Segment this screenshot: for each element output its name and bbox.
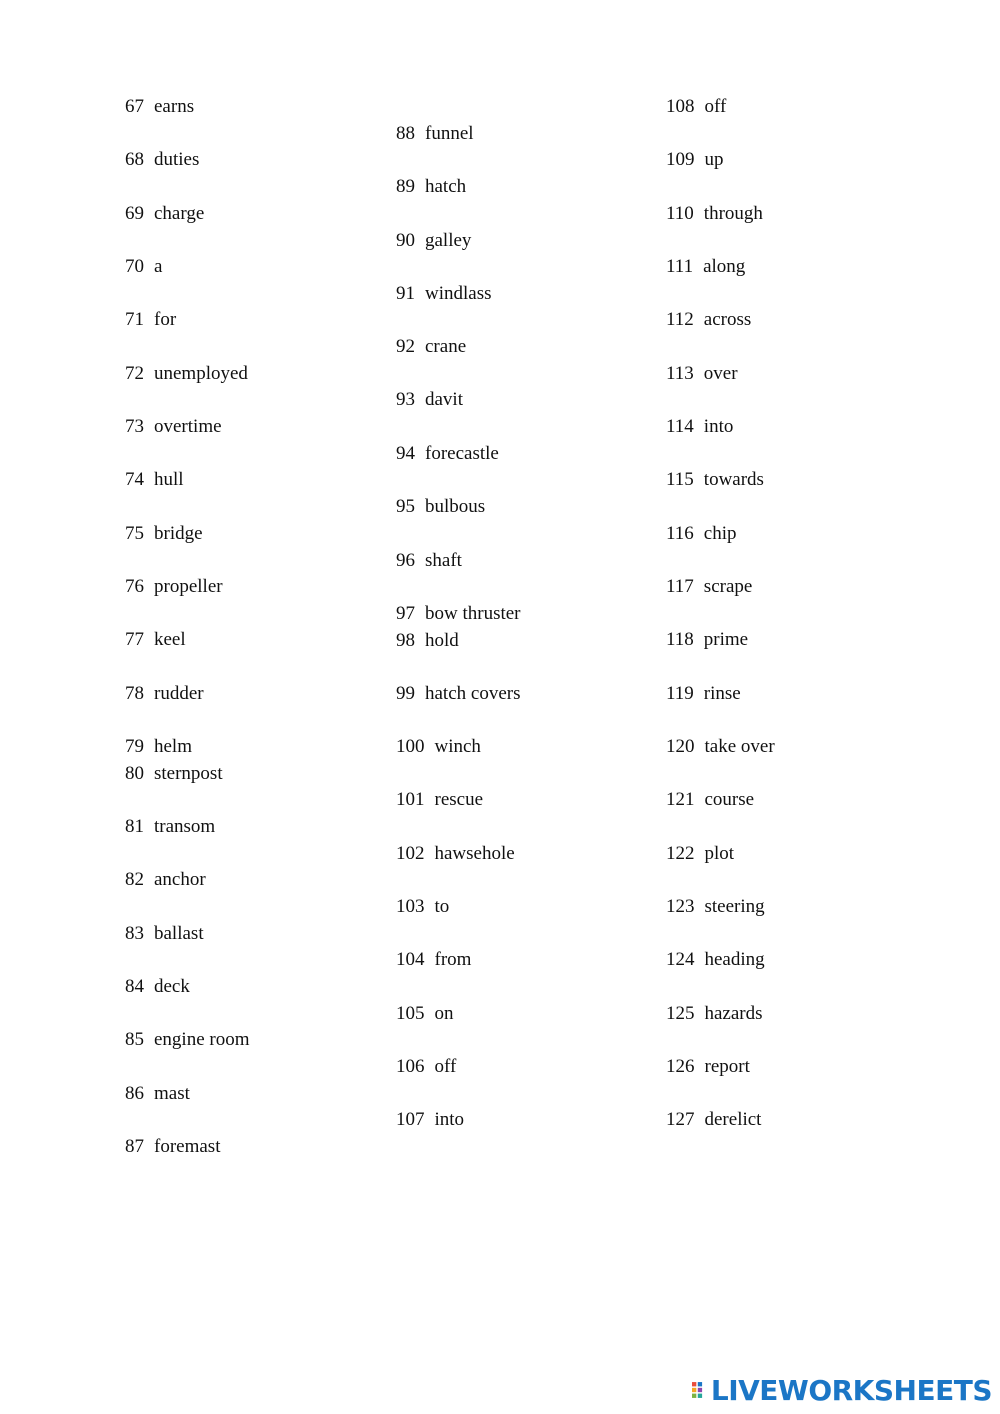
item-answer: forecastle [425,443,499,464]
item-number: 110 [666,203,694,224]
item-number: 118 [666,629,694,650]
item-number: 113 [666,363,694,384]
item-number: 67 [125,96,144,117]
item-answer: steering [704,896,765,917]
item-number: 92 [396,336,415,357]
item-answer: hull [154,469,184,490]
item-answer: through [703,203,763,224]
item-number: 87 [125,1136,144,1157]
item-number: 102 [396,843,425,864]
item-answer: charge [154,203,205,224]
answer-item [666,256,745,278]
answer-item [666,363,738,385]
item-answer: winch [434,736,481,757]
item-number: 79 [125,736,144,757]
item-answer: sternpost [154,763,223,784]
item-number: 106 [396,1056,425,1077]
item-answer: crane [425,336,467,357]
item-answer: overtime [154,416,222,437]
item-number: 114 [666,416,694,437]
item-answer: from [434,949,472,970]
item-answer: chip [703,523,737,544]
item-answer: shaft [425,550,462,571]
answer-item [666,843,734,865]
item-number: 123 [666,896,695,917]
item-answer: ballast [154,923,204,944]
item-number: 71 [125,309,144,330]
item-number: 86 [125,1083,144,1104]
item-number: 101 [396,789,425,810]
item-answer: foremast [154,1136,221,1157]
item-number: 125 [666,1003,695,1024]
item-number: 116 [666,523,694,544]
item-answer: plot [704,843,735,864]
item-number: 88 [396,123,415,144]
item-number: 77 [125,629,144,650]
item-answer: across [703,309,752,330]
answer-item [666,1003,763,1025]
item-number: 122 [666,843,695,864]
item-number: 121 [666,789,695,810]
item-number: 119 [666,683,694,704]
item-answer: into [703,416,734,437]
item-answer: towards [703,469,764,490]
item-answer: windlass [425,283,492,304]
item-answer: off [434,1056,457,1077]
answer-item [666,576,752,598]
item-number: 111 [666,256,694,277]
liveworksheets-wordmark: LIVEWORKSHEETS [710,1373,992,1407]
item-answer: hazards [704,1003,763,1024]
item-number: 95 [396,496,415,517]
item-answer: anchor [154,869,206,890]
answer-item [666,949,765,971]
item-number: 81 [125,816,144,837]
item-answer: over [703,363,738,384]
item-number: 91 [396,283,415,304]
item-number: 93 [396,389,415,410]
item-number: 107 [396,1109,425,1130]
liveworksheets-icon [692,1377,708,1403]
item-answer: for [154,309,177,330]
item-answer: rescue [434,789,484,810]
item-answer: mast [154,1083,190,1104]
item-answer: to [434,896,450,917]
answer-item [666,96,726,118]
item-answer: course [704,789,755,810]
item-number: 75 [125,523,144,544]
answer-item [666,896,765,918]
item-answer: bridge [154,523,203,544]
answer-item [666,523,737,545]
item-answer: bow thruster [425,603,521,624]
item-number: 126 [666,1056,695,1077]
item-number: 108 [666,96,695,117]
item-number: 109 [666,149,695,170]
item-number: 74 [125,469,144,490]
item-number: 76 [125,576,144,597]
item-answer: deck [154,976,190,997]
item-number: 97 [396,603,415,624]
item-answer: earns [154,96,195,117]
item-answer: into [434,1109,465,1130]
item-answer: a [154,256,163,277]
answer-item [666,416,733,438]
item-number: 124 [666,949,695,970]
item-number: 120 [666,736,695,757]
item-number: 127 [666,1109,695,1130]
item-number: 103 [396,896,425,917]
item-answer: off [704,96,727,117]
item-answer: keel [154,629,186,650]
item-number: 68 [125,149,144,170]
answer-item [666,629,748,651]
item-answer: propeller [154,576,223,597]
item-answer: take over [704,736,775,757]
item-answer: davit [425,389,463,410]
item-number: 115 [666,469,694,490]
item-answer: derelict [704,1109,762,1130]
item-number: 94 [396,443,415,464]
answer-item [666,1056,750,1078]
item-answer: engine room [154,1029,250,1050]
item-answer: up [704,149,724,170]
item-number: 99 [396,683,415,704]
item-answer: report [704,1056,750,1077]
answer-item [666,736,775,758]
item-number: 90 [396,230,415,251]
item-answer: duties [154,149,200,170]
item-answer: rinse [703,683,741,704]
item-answer: along [703,256,746,277]
answer-item [666,789,754,811]
item-number: 100 [396,736,425,757]
item-answer: hawsehole [434,843,515,864]
item-answer: prime [703,629,749,650]
answer-item [666,149,724,171]
item-number: 112 [666,309,694,330]
item-answer: hatch [425,176,467,197]
item-answer: rudder [154,683,204,704]
answer-item [666,203,763,225]
item-number: 73 [125,416,144,437]
liveworksheets-logo [692,1374,992,1406]
item-answer: scrape [703,576,753,597]
item-number: 72 [125,363,144,384]
item-answer: helm [154,736,192,757]
answer-item [666,683,741,705]
answer-item [666,309,751,331]
item-number: 117 [666,576,694,597]
item-number: 98 [396,630,415,651]
item-number: 85 [125,1029,144,1050]
item-answer: hatch covers [425,683,521,704]
item-answer: heading [704,949,765,970]
item-answer: on [434,1003,454,1024]
item-number: 69 [125,203,144,224]
item-number: 96 [396,550,415,571]
item-number: 80 [125,763,144,784]
item-number: 78 [125,683,144,704]
item-number: 105 [396,1003,425,1024]
answer-item [666,469,764,491]
item-answer: funnel [425,123,474,144]
item-answer: hold [425,630,459,651]
item-number: 84 [125,976,144,997]
item-answer: unemployed [154,363,248,384]
item-answer: bulbous [425,496,486,517]
item-answer: galley [425,230,472,251]
item-number: 70 [125,256,144,277]
item-number: 104 [396,949,425,970]
item-number: 82 [125,869,144,890]
item-number: 83 [125,923,144,944]
item-number: 89 [396,176,415,197]
answer-item [666,1109,761,1131]
item-answer: transom [154,816,216,837]
